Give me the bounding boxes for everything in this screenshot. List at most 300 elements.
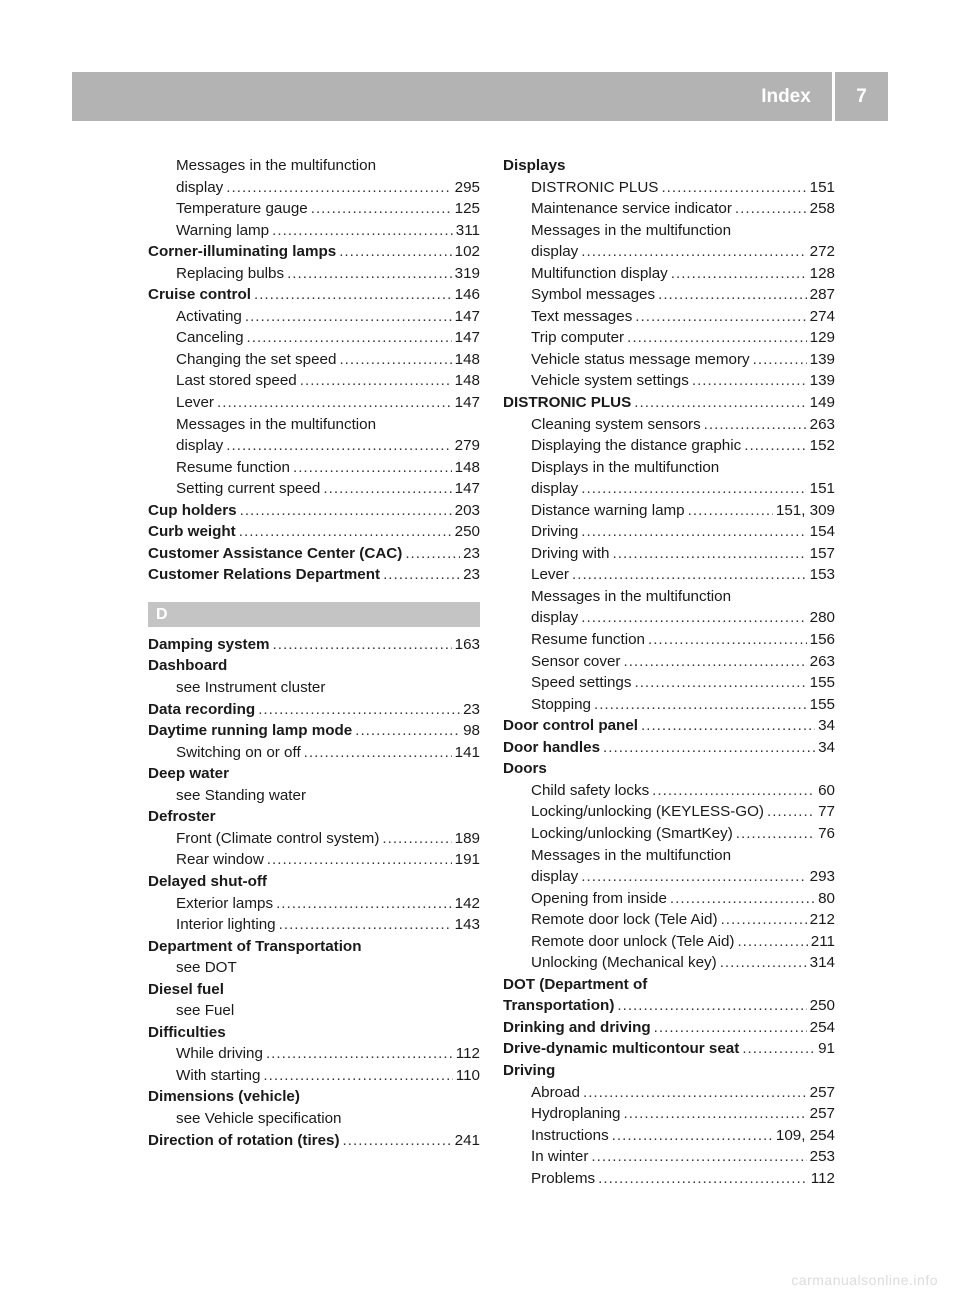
entry-label: Lever bbox=[531, 566, 569, 584]
index-subentry bbox=[148, 1000, 480, 1022]
leader-dots bbox=[721, 909, 807, 931]
leader-dots bbox=[613, 543, 807, 565]
leader-dots bbox=[744, 435, 806, 457]
index-subentry bbox=[148, 1043, 480, 1065]
page-reference: 60 bbox=[818, 781, 835, 799]
entry-label: Symbol messages bbox=[531, 286, 656, 304]
index-subentry bbox=[503, 198, 835, 220]
entry-label: Child safety locks bbox=[531, 781, 650, 799]
index-subentry bbox=[148, 957, 480, 979]
page-reference: 76 bbox=[818, 824, 835, 842]
index-column-right bbox=[503, 155, 835, 1189]
leader-dots bbox=[217, 392, 452, 414]
entry-label: Interior lighting bbox=[176, 916, 276, 934]
leader-dots bbox=[258, 699, 460, 721]
entry-label: Data recording bbox=[148, 700, 256, 718]
leader-dots bbox=[634, 672, 806, 694]
index-subentry bbox=[148, 155, 480, 177]
index-entry bbox=[148, 634, 480, 656]
entry-label: In winter bbox=[531, 1148, 589, 1166]
page-reference: 34 bbox=[818, 738, 835, 756]
index-entry bbox=[503, 392, 835, 414]
index-subentry bbox=[503, 1103, 835, 1125]
index-subentry bbox=[503, 284, 835, 306]
entry-label: Customer Assistance Center (CAC) bbox=[148, 544, 403, 562]
leader-dots bbox=[287, 263, 452, 285]
leader-dots bbox=[591, 1146, 806, 1168]
index-entry bbox=[503, 715, 835, 737]
index-subentry bbox=[503, 478, 835, 500]
page-reference: 257 bbox=[809, 1083, 835, 1101]
page-reference: 112 bbox=[455, 1045, 480, 1063]
page-reference: 151, 309 bbox=[775, 501, 835, 519]
leader-dots bbox=[581, 478, 806, 500]
index-entry bbox=[503, 974, 835, 996]
entry-label: Changing the set speed bbox=[176, 350, 337, 368]
entry-label: Messages in the multifunction bbox=[531, 221, 732, 239]
index-entry bbox=[148, 1022, 480, 1044]
index-subentry bbox=[148, 478, 480, 500]
leader-dots bbox=[623, 651, 806, 673]
entry-label: Messages in the multifunction bbox=[531, 587, 732, 605]
entry-label: Rear window bbox=[176, 851, 264, 869]
leader-dots bbox=[276, 893, 452, 915]
leader-dots bbox=[720, 952, 807, 974]
entry-label: Messages in the multifunction bbox=[531, 846, 732, 864]
index-subentry bbox=[503, 586, 835, 608]
index-subentry bbox=[148, 785, 480, 807]
index-subentry bbox=[503, 801, 835, 823]
page-reference: 263 bbox=[809, 652, 835, 670]
leader-dots bbox=[339, 349, 451, 371]
index-entry bbox=[148, 763, 480, 785]
index-entry bbox=[148, 500, 480, 522]
page-reference: 23 bbox=[463, 700, 480, 718]
entry-label: While driving bbox=[176, 1045, 263, 1063]
index-entry bbox=[503, 737, 835, 759]
page-reference: 148 bbox=[454, 458, 480, 476]
entry-label: display bbox=[531, 480, 579, 498]
leader-dots bbox=[581, 866, 806, 888]
leader-dots bbox=[670, 888, 815, 910]
entry-label: DISTRONIC PLUS bbox=[531, 178, 659, 196]
leader-dots bbox=[742, 1038, 815, 1060]
page-reference: 147 bbox=[454, 329, 480, 347]
index-entry bbox=[148, 871, 480, 893]
index-subentry bbox=[503, 435, 835, 457]
entry-label: Problems bbox=[531, 1169, 596, 1187]
entry-label: Cruise control bbox=[148, 286, 251, 304]
entry-label: Driving bbox=[531, 523, 579, 541]
entry-label: Opening from inside bbox=[531, 889, 667, 907]
index-subentry bbox=[148, 742, 480, 764]
entry-label: Abroad bbox=[531, 1083, 580, 1101]
page-reference: 156 bbox=[809, 631, 835, 649]
page-reference: 91 bbox=[818, 1040, 835, 1058]
leader-dots bbox=[603, 737, 815, 759]
page-reference: 319 bbox=[454, 264, 480, 282]
index-entry bbox=[148, 1086, 480, 1108]
index-subentry bbox=[503, 888, 835, 910]
index-subentry bbox=[148, 457, 480, 479]
entry-label: see DOT bbox=[176, 959, 237, 977]
entry-label: display bbox=[176, 178, 224, 196]
index-subentry bbox=[503, 1146, 835, 1168]
index-subentry bbox=[148, 849, 480, 871]
index-subentry bbox=[148, 392, 480, 414]
index-subentry bbox=[148, 435, 480, 457]
entry-label: Locking/unlocking (SmartKey) bbox=[531, 824, 733, 842]
leader-dots bbox=[239, 521, 452, 543]
page-reference: 258 bbox=[809, 200, 835, 218]
leader-dots bbox=[652, 780, 815, 802]
page-reference: 314 bbox=[809, 954, 835, 972]
index-subentry bbox=[148, 828, 480, 850]
page-reference: 141 bbox=[454, 743, 480, 761]
entry-label: Dashboard bbox=[148, 657, 228, 675]
entry-label: Replacing bulbs bbox=[176, 264, 285, 282]
page-reference: 263 bbox=[809, 415, 835, 433]
entry-label: Distance warning lamp bbox=[531, 501, 685, 519]
index-entry bbox=[503, 1038, 835, 1060]
index-subentry bbox=[503, 931, 835, 953]
leader-dots bbox=[767, 801, 815, 823]
entry-label: Department of Transportation bbox=[148, 937, 362, 955]
entry-label: Displays in the multifunction bbox=[531, 458, 720, 476]
page-number: 7 bbox=[856, 86, 867, 107]
entry-label: Door control panel bbox=[503, 717, 639, 735]
index-subentry bbox=[503, 780, 835, 802]
index-subentry bbox=[503, 349, 835, 371]
index-subentry bbox=[503, 543, 835, 565]
page-reference: 250 bbox=[809, 997, 835, 1015]
index-subentry bbox=[503, 564, 835, 586]
page-reference: 250 bbox=[454, 523, 480, 541]
index-entry bbox=[148, 720, 480, 742]
entry-label: Driving bbox=[503, 1061, 556, 1079]
entry-label: Switching on or off bbox=[176, 743, 301, 761]
index-entry bbox=[148, 543, 480, 565]
leader-dots bbox=[634, 392, 806, 414]
page-reference: 125 bbox=[454, 200, 480, 218]
entry-label: Defroster bbox=[148, 808, 216, 826]
leader-dots bbox=[267, 849, 452, 871]
entry-label: Instructions bbox=[531, 1126, 609, 1144]
page-reference: 102 bbox=[454, 243, 480, 261]
entry-label: see Instrument cluster bbox=[176, 679, 326, 697]
index-subentry bbox=[503, 521, 835, 543]
page-reference: 211 bbox=[810, 932, 835, 950]
index-subentry bbox=[503, 241, 835, 263]
index-entry bbox=[503, 1017, 835, 1039]
leader-dots bbox=[304, 742, 452, 764]
entry-label: Dimensions (vehicle) bbox=[148, 1088, 300, 1106]
index-entry bbox=[503, 758, 835, 780]
entry-label: Text messages bbox=[531, 307, 633, 325]
entry-label: Difficulties bbox=[148, 1023, 226, 1041]
entry-label: Displays bbox=[503, 157, 566, 174]
entry-label: Remote door unlock (Tele Aid) bbox=[531, 932, 735, 950]
leader-dots bbox=[654, 1017, 807, 1039]
page-reference: 147 bbox=[454, 307, 480, 325]
entry-label: Doors bbox=[503, 760, 547, 778]
entry-label: Remote door lock (Tele Aid) bbox=[531, 911, 718, 929]
leader-dots bbox=[293, 457, 452, 479]
page-reference: 152 bbox=[809, 437, 835, 455]
entry-label: Door handles bbox=[503, 738, 601, 756]
page-reference: 155 bbox=[809, 674, 835, 692]
index-subentry bbox=[503, 651, 835, 673]
page-reference: 280 bbox=[809, 609, 835, 627]
leader-dots bbox=[688, 500, 773, 522]
index-subentry bbox=[503, 370, 835, 392]
leader-dots bbox=[617, 995, 806, 1017]
entry-label: Exterior lamps bbox=[176, 894, 274, 912]
index-subentry bbox=[503, 306, 835, 328]
page-reference: 23 bbox=[463, 544, 480, 562]
index-subentry bbox=[503, 607, 835, 629]
page-reference: 109, 254 bbox=[775, 1126, 835, 1144]
entry-label: Daytime running lamp mode bbox=[148, 722, 353, 740]
entry-label: Setting current speed bbox=[176, 480, 321, 498]
index-entry bbox=[148, 564, 480, 586]
entry-label: Resume function bbox=[531, 631, 645, 649]
page-reference: 142 bbox=[454, 894, 480, 912]
index-entry bbox=[148, 936, 480, 958]
page-reference: 279 bbox=[454, 437, 480, 455]
entry-label: display bbox=[176, 437, 224, 455]
entry-label: Resume function bbox=[176, 458, 290, 476]
index-subentry bbox=[503, 694, 835, 716]
leader-dots bbox=[661, 177, 806, 199]
entry-label: Stopping bbox=[531, 695, 591, 713]
entry-label: DOT (Department of bbox=[503, 975, 648, 993]
page-reference: 191 bbox=[454, 851, 480, 869]
page-reference: 77 bbox=[818, 803, 835, 821]
page-reference: 128 bbox=[809, 264, 835, 282]
leader-dots bbox=[737, 931, 807, 953]
index-subentry bbox=[503, 327, 835, 349]
page-reference: 112 bbox=[810, 1169, 835, 1187]
leader-dots bbox=[581, 607, 806, 629]
index-subentry bbox=[503, 845, 835, 867]
leader-dots bbox=[583, 1082, 807, 1104]
index-column-left bbox=[148, 155, 480, 1151]
entry-label: With starting bbox=[176, 1066, 261, 1084]
leader-dots bbox=[247, 327, 452, 349]
leader-dots bbox=[272, 220, 453, 242]
entry-label: Warning lamp bbox=[176, 221, 270, 239]
index-entry bbox=[148, 979, 480, 1001]
leader-dots bbox=[627, 327, 807, 349]
leader-dots bbox=[382, 828, 451, 850]
entry-label: Unlocking (Mechanical key) bbox=[531, 954, 717, 972]
entry-label: display bbox=[531, 868, 579, 886]
entry-label: Vehicle system settings bbox=[531, 372, 689, 390]
index-subentry bbox=[503, 414, 835, 436]
index-subentry bbox=[148, 1065, 480, 1087]
page-reference: 151 bbox=[809, 178, 835, 196]
page-reference: 189 bbox=[454, 829, 480, 847]
index-subentry bbox=[503, 909, 835, 931]
index-subentry bbox=[148, 414, 480, 436]
leader-dots bbox=[581, 241, 806, 263]
index-entry bbox=[503, 155, 835, 177]
page-reference: 139 bbox=[809, 350, 835, 368]
page-reference: 272 bbox=[809, 243, 835, 261]
leader-dots bbox=[704, 414, 807, 436]
index-subentry bbox=[503, 1168, 835, 1190]
page-reference: 274 bbox=[809, 307, 835, 325]
page-reference: 254 bbox=[809, 1018, 835, 1036]
page-reference: 147 bbox=[454, 394, 480, 412]
entry-label: Messages in the multifunction bbox=[176, 157, 377, 174]
entry-label: Sensor cover bbox=[531, 652, 621, 670]
page-reference: 149 bbox=[809, 394, 835, 412]
entry-label: Drive-dynamic multicontour seat bbox=[503, 1040, 740, 1058]
page-reference: 241 bbox=[454, 1131, 480, 1149]
page-reference: 163 bbox=[454, 635, 480, 653]
index-subentry bbox=[148, 1108, 480, 1130]
leader-dots bbox=[323, 478, 451, 500]
index-subentry bbox=[148, 220, 480, 242]
leader-dots bbox=[624, 1103, 807, 1125]
leader-dots bbox=[594, 694, 807, 716]
page-reference: 146 bbox=[454, 286, 480, 304]
leader-dots bbox=[311, 198, 452, 220]
entry-label: Corner-illuminating lamps bbox=[148, 243, 337, 261]
page-reference: 139 bbox=[809, 372, 835, 390]
page-reference: 311 bbox=[455, 221, 480, 239]
leader-dots bbox=[279, 914, 452, 936]
leader-dots bbox=[273, 634, 452, 656]
leader-dots bbox=[245, 306, 452, 328]
index-subentry bbox=[503, 866, 835, 888]
leader-dots bbox=[226, 435, 451, 457]
entry-label: Temperature gauge bbox=[176, 200, 308, 218]
index-subentry bbox=[503, 263, 835, 285]
entry-label: display bbox=[531, 609, 579, 627]
index-subentry bbox=[503, 1082, 835, 1104]
page-reference: 153 bbox=[809, 566, 835, 584]
index-entry bbox=[503, 1060, 835, 1082]
leader-dots bbox=[254, 284, 452, 306]
index-entry bbox=[148, 241, 480, 263]
page-reference: 23 bbox=[463, 566, 480, 584]
entry-label: Damping system bbox=[148, 635, 270, 653]
entry-label: Vehicle status message memory bbox=[531, 350, 750, 368]
leader-dots bbox=[343, 1130, 452, 1152]
entry-label: Transportation) bbox=[503, 997, 615, 1015]
page-reference: 203 bbox=[454, 501, 480, 519]
page-reference: 148 bbox=[454, 372, 480, 390]
page-reference: 98 bbox=[463, 722, 480, 740]
leader-dots bbox=[671, 263, 807, 285]
entry-label: Curb weight bbox=[148, 523, 236, 541]
leader-dots bbox=[612, 1125, 773, 1147]
entry-label: Last stored speed bbox=[176, 372, 297, 390]
leader-dots bbox=[635, 306, 806, 328]
index-subentry bbox=[503, 1125, 835, 1147]
page-reference: 253 bbox=[809, 1148, 835, 1166]
entry-label: Trip computer bbox=[531, 329, 625, 347]
entry-label: Cup holders bbox=[148, 501, 237, 519]
leader-dots bbox=[572, 564, 807, 586]
leader-dots bbox=[383, 564, 460, 586]
entry-label: Diesel fuel bbox=[148, 980, 224, 998]
leader-dots bbox=[692, 370, 807, 392]
entry-label: Speed settings bbox=[531, 674, 632, 692]
entry-label: Multifunction display bbox=[531, 264, 668, 282]
entry-label: Activating bbox=[176, 307, 242, 325]
leader-dots bbox=[226, 177, 451, 199]
index-entry bbox=[148, 521, 480, 543]
letter-heading: D bbox=[148, 602, 480, 627]
index-subentry bbox=[148, 198, 480, 220]
page-reference: 295 bbox=[454, 178, 480, 196]
leader-dots bbox=[300, 370, 452, 392]
leader-dots bbox=[263, 1065, 452, 1087]
index-entry bbox=[148, 284, 480, 306]
leader-dots bbox=[753, 349, 807, 371]
index-subentry bbox=[148, 177, 480, 199]
index-entry bbox=[148, 1130, 480, 1152]
leader-dots bbox=[581, 521, 806, 543]
entry-label: Deep water bbox=[148, 765, 230, 783]
page-reference: 80 bbox=[818, 889, 835, 907]
page-reference: 34 bbox=[818, 717, 835, 735]
index-subentry bbox=[148, 306, 480, 328]
page-reference: 147 bbox=[454, 480, 480, 498]
leader-dots bbox=[735, 198, 807, 220]
entry-label: Cleaning system sensors bbox=[531, 415, 701, 433]
index-subentry bbox=[503, 629, 835, 651]
index-subentry bbox=[148, 327, 480, 349]
index-entry bbox=[503, 995, 835, 1017]
page-reference: 154 bbox=[809, 523, 835, 541]
index-subentry bbox=[148, 370, 480, 392]
entry-label: Customer Relations Department bbox=[148, 566, 381, 584]
page-reference: 151 bbox=[809, 480, 835, 498]
index-subentry bbox=[148, 677, 480, 699]
page-reference: 287 bbox=[809, 286, 835, 304]
index-entry bbox=[148, 655, 480, 677]
index-subentry bbox=[503, 952, 835, 974]
page-reference: 143 bbox=[454, 916, 480, 934]
entry-label: Direction of rotation (tires) bbox=[148, 1131, 340, 1149]
index-subentry bbox=[148, 263, 480, 285]
page-reference: 157 bbox=[809, 544, 835, 562]
page-reference: 293 bbox=[809, 868, 835, 886]
leader-dots bbox=[240, 500, 452, 522]
section-title: Index bbox=[761, 86, 811, 107]
entry-label: display bbox=[531, 243, 579, 261]
leader-dots bbox=[641, 715, 815, 737]
entry-label: Locking/unlocking (KEYLESS-GO) bbox=[531, 803, 764, 821]
leader-dots bbox=[266, 1043, 453, 1065]
leader-dots bbox=[598, 1168, 808, 1190]
entry-label: see Fuel bbox=[176, 1002, 235, 1020]
page-reference: 212 bbox=[809, 911, 835, 929]
entry-label: Canceling bbox=[176, 329, 244, 347]
index-subentry bbox=[148, 914, 480, 936]
index-subentry bbox=[503, 177, 835, 199]
entry-label: Drinking and driving bbox=[503, 1018, 651, 1036]
entry-label: Hydroplaning bbox=[531, 1105, 621, 1123]
entry-label: see Standing water bbox=[176, 786, 307, 804]
index-entry bbox=[148, 699, 480, 721]
entry-label: Messages in the multifunction bbox=[176, 415, 377, 433]
